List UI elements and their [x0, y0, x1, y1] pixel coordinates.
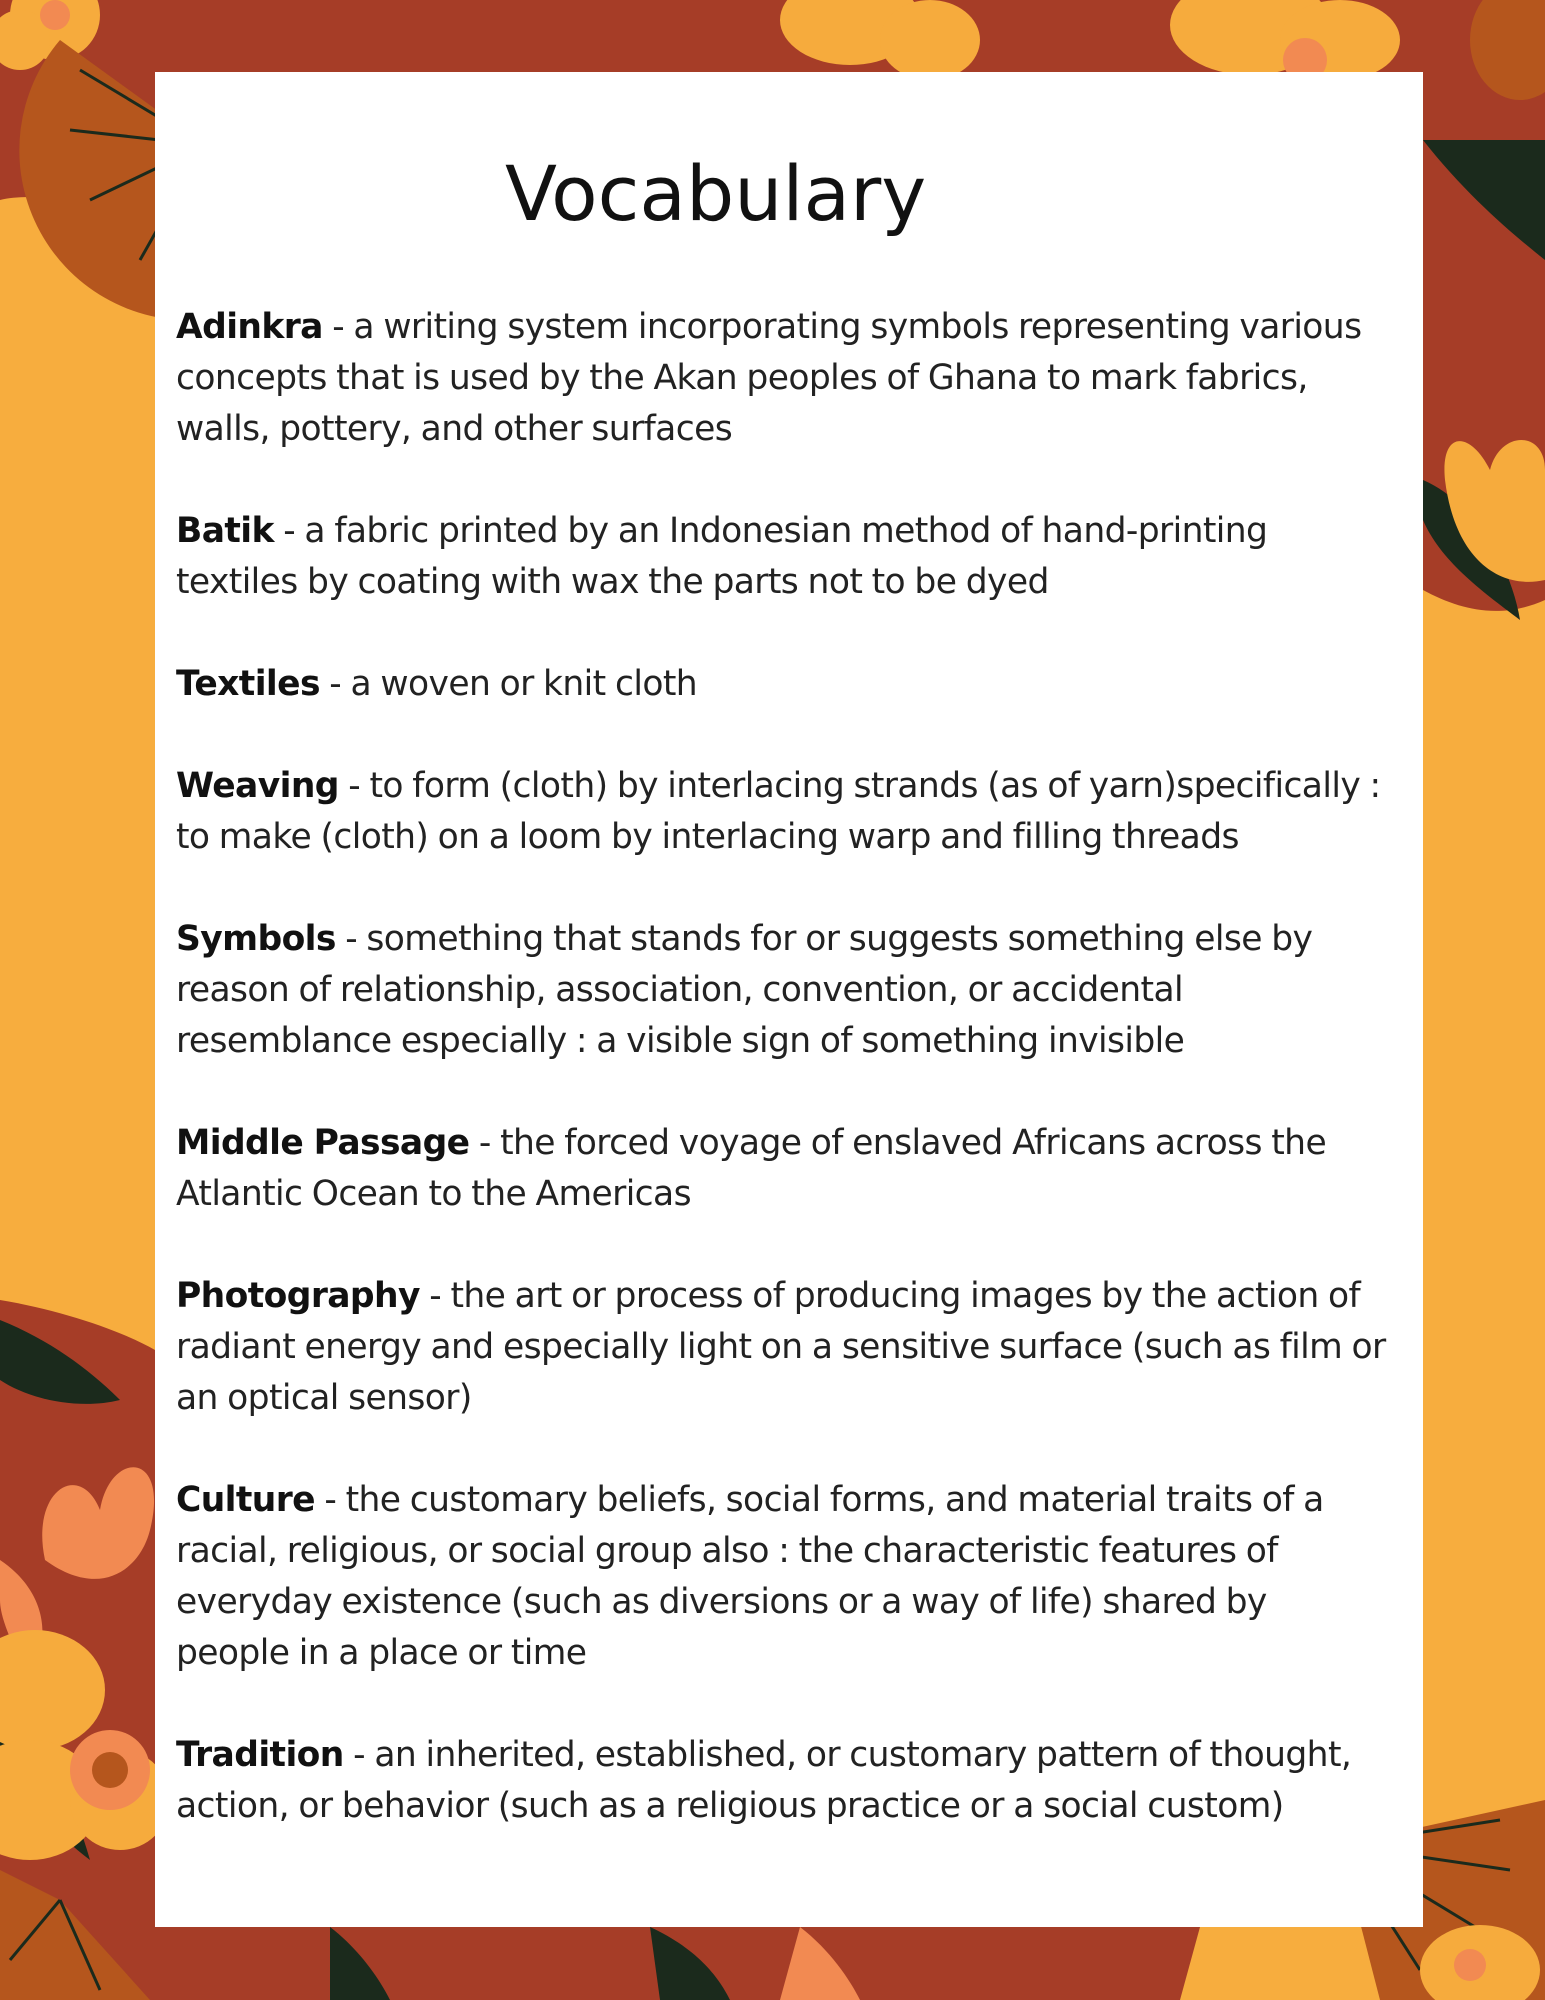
term-weaving: Weaving — [176, 766, 339, 806]
term-culture: Culture — [176, 1480, 315, 1520]
term-adinkra: Adinkra — [176, 307, 323, 347]
list-item — [176, 1118, 1386, 1220]
term-photography: Photography — [176, 1276, 420, 1316]
term-batik: Batik — [176, 511, 274, 551]
list-item — [176, 659, 1386, 710]
term-tradition: Tradition — [176, 1735, 344, 1775]
definition-middle-passage: - the forced voyage of enslaved Africans across the Atlantic Ocean to the Americas — [176, 1123, 1327, 1214]
definition-textiles: - a woven or knit cloth — [319, 664, 698, 704]
definition-adinkra: - a writing system incorporating symbols representing various concepts that is used by the Akan peoples of Ghana to mark fabrics, walls, pottery, and other surfaces — [176, 307, 1362, 449]
vocabulary-card — [155, 72, 1423, 1927]
list-item — [176, 1730, 1386, 1832]
definition-photography: - the art or process of producing images by the action of radiant energy and especially light on a sensitive surface (such as film or an optical sensor) — [176, 1276, 1386, 1418]
list-item — [176, 761, 1386, 863]
vocabulary-list — [176, 302, 1386, 1883]
term-middle-passage: Middle Passage — [176, 1123, 470, 1163]
list-item — [176, 1271, 1386, 1424]
list-item — [176, 1475, 1386, 1679]
definition-weaving: - to form (cloth) by interlacing strands (as of yarn)specifically : to make (cloth) on a loom by interlacing warp and filling threads — [176, 766, 1381, 857]
definition-symbols: - something that stands for or suggests something else by reason of relationship, association, convention, or accidental resemblance especially : a visible sign of something invisible — [176, 919, 1313, 1061]
definition-batik: - a fabric printed by an Indonesian method of hand-printing textiles by coating with wax the parts not to be dyed — [176, 511, 1268, 602]
term-symbols: Symbols — [176, 919, 336, 959]
page-title: Vocabulary — [505, 149, 927, 238]
definition-tradition: - an inherited, established, or customary pattern of thought, action, or behavior (such as a religious practice or a social custom) — [176, 1735, 1352, 1826]
list-item — [176, 506, 1386, 608]
list-item — [176, 914, 1386, 1067]
term-textiles: Textiles — [176, 664, 320, 704]
definition-culture: - the customary beliefs, social forms, and material traits of a racial, religious, or social group also : the characteristic features of everyday existence (such as diversions or a way of life) shared by people in a place or time — [176, 1480, 1324, 1673]
list-item — [176, 302, 1386, 455]
